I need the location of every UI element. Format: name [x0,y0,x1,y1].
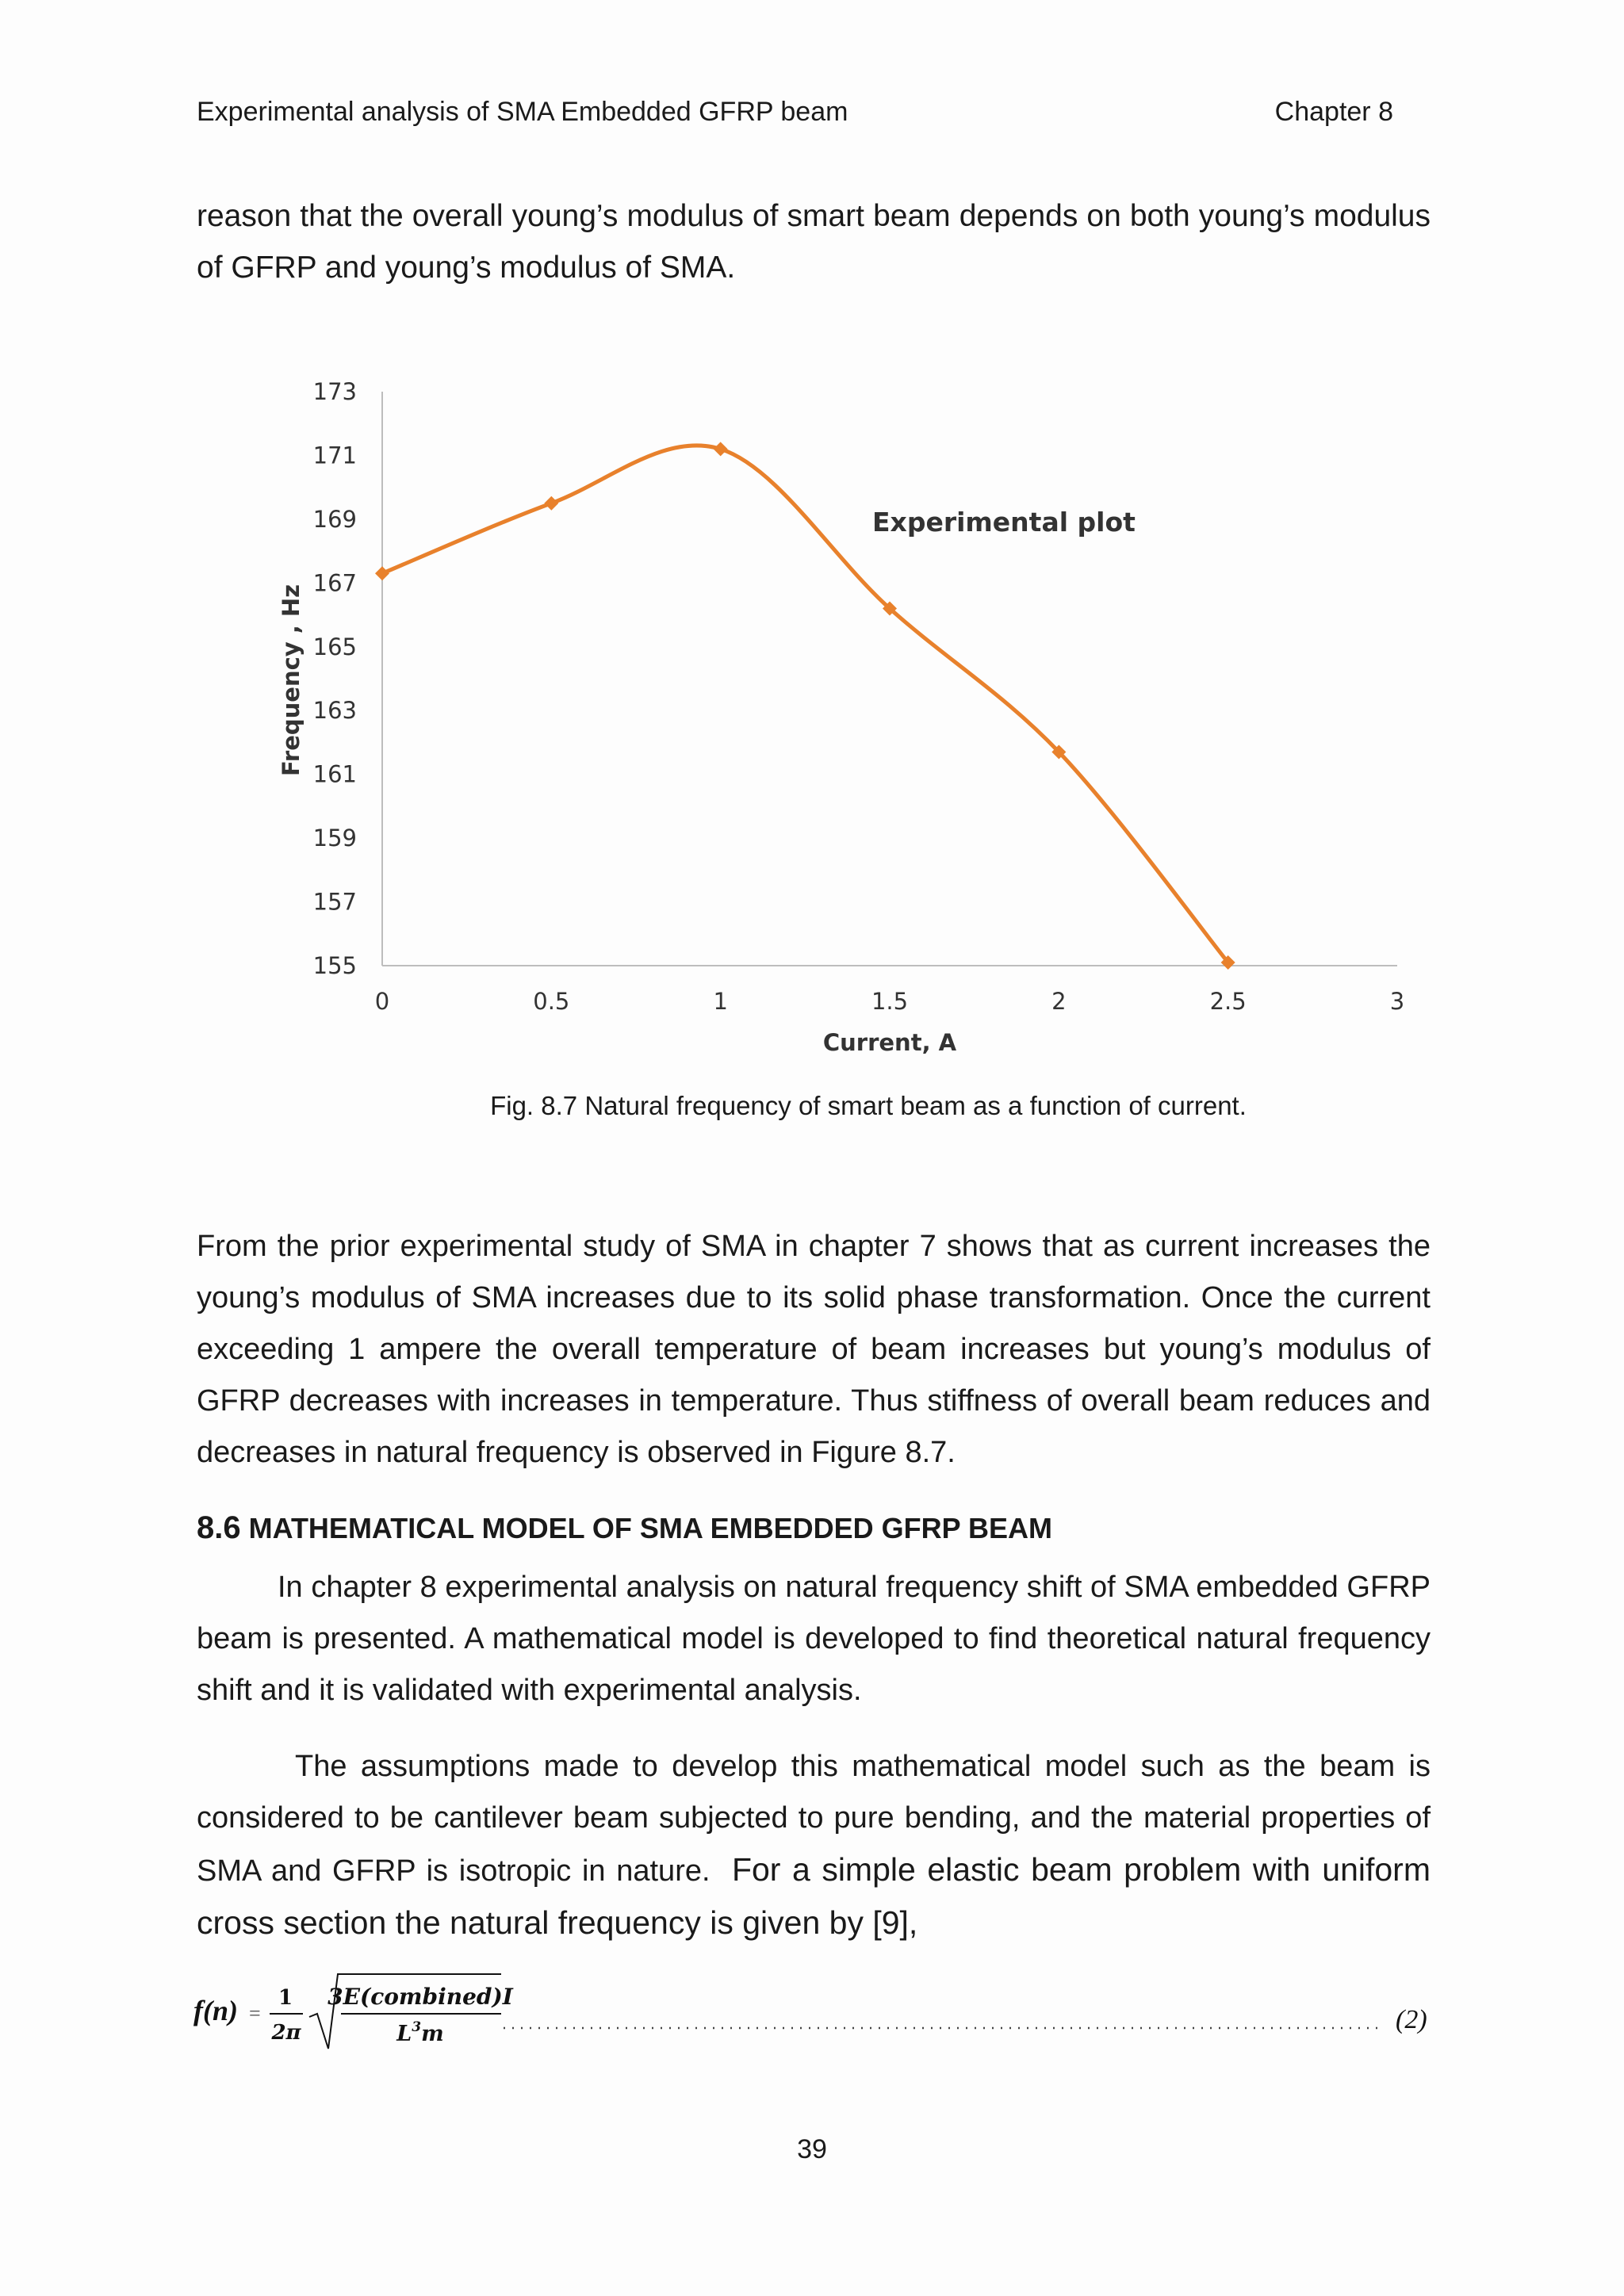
root-denominator: $L^3m$ [396,2019,444,2046]
y-tick-label: 173 [312,378,357,405]
y-tick-label: 165 [312,633,357,660]
x-tick-label: 2.5 [1209,988,1247,1015]
natural-frequency-equation [190,1965,1443,2052]
x-tick-label: 0 [374,988,390,1015]
formula-intro-text: For a simple elastic beam problem with uniform cross section the natural frequency is given by [9], [197,1851,1431,1941]
fraction-denominator: 2π [271,2021,301,2045]
y-axis-label: Frequency , Hz [278,584,304,777]
root-numerator: 3E(combined)I [327,1984,513,2010]
page-number: 39 [797,2134,827,2164]
body-paragraph: From the prior experimental study of SMA in chapter 7 shows that as current increases the young’s modulus of SMA increases due to its solid phase transformation. Once the current exceeding 1 ampere the overall temperature of beam increases but young’s modulus of GFRP decreases with increases in temperature. Thus stiffness of overall beam reduces and decreases in natural frequency is observed in Figure 8.7. [197,1230,1431,1469]
y-tick-label: 171 [312,442,357,469]
y-tick-label: 157 [312,888,357,916]
x-tick-label: 3 [1389,988,1405,1015]
x-tick-label: 1 [713,988,728,1015]
data-point-marker [714,442,728,456]
x-tick-label: 0.5 [533,988,570,1015]
section-title: MATHEMATICAL MODEL OF SMA EMBEDDED GFRP BEAM [248,1512,1052,1544]
running-header-title: Experimental analysis of SMA Embedded GFRP beam [197,97,848,127]
equation-number: (2) [1396,2005,1427,2034]
y-tick-label: 167 [312,569,357,597]
x-axis-label: Current, A [822,1029,957,1056]
fraction-numerator: 1 [278,1986,293,2010]
assumptions-paragraph [197,1741,1431,1950]
data-point-marker [544,496,558,511]
section-number: 8.6 [197,1510,241,1545]
x-tick-label: 2 [1051,988,1067,1015]
y-tick-label: 163 [312,697,357,725]
data-point-marker [375,566,389,580]
y-tick-label: 169 [312,505,357,533]
equation-lhs: f(n) [193,1995,238,2026]
y-tick-label: 159 [312,825,357,852]
section-heading [197,1510,1052,1546]
x-tick-label: 1.5 [871,988,909,1015]
series-label: Experimental plot [872,507,1136,538]
figure-caption: Fig. 8.7 Natural frequency of smart beam as a function of current. [490,1091,1247,1120]
assumptions-text: The assumptions made to develop this mathematical model such as the beam is considered to be cantilever beam subjected to pure bending, and the material properties of SMA and GFRP is isotropic in nature. [197,1750,1431,1888]
body-paragraph: In chapter 8 experimental analysis on natural frequency shift of SMA embedded GFRP beam is presented. A mathematical model is developed to find theoretical natural frequency shift and it is validated with experimental analysis. [197,1571,1431,1707]
running-header-chapter: Chapter 8 [1274,97,1393,127]
intro-paragraph: reason that the overall young’s modulus of smart beam depends on both young’s modulus of GFRP and young’s modulus of SMA. [197,199,1431,285]
frequency-vs-current-chart [0,0,1624,1070]
y-tick-label: 161 [312,760,357,788]
equation-equals: = [249,2002,261,2025]
y-tick-label: 155 [312,952,357,979]
